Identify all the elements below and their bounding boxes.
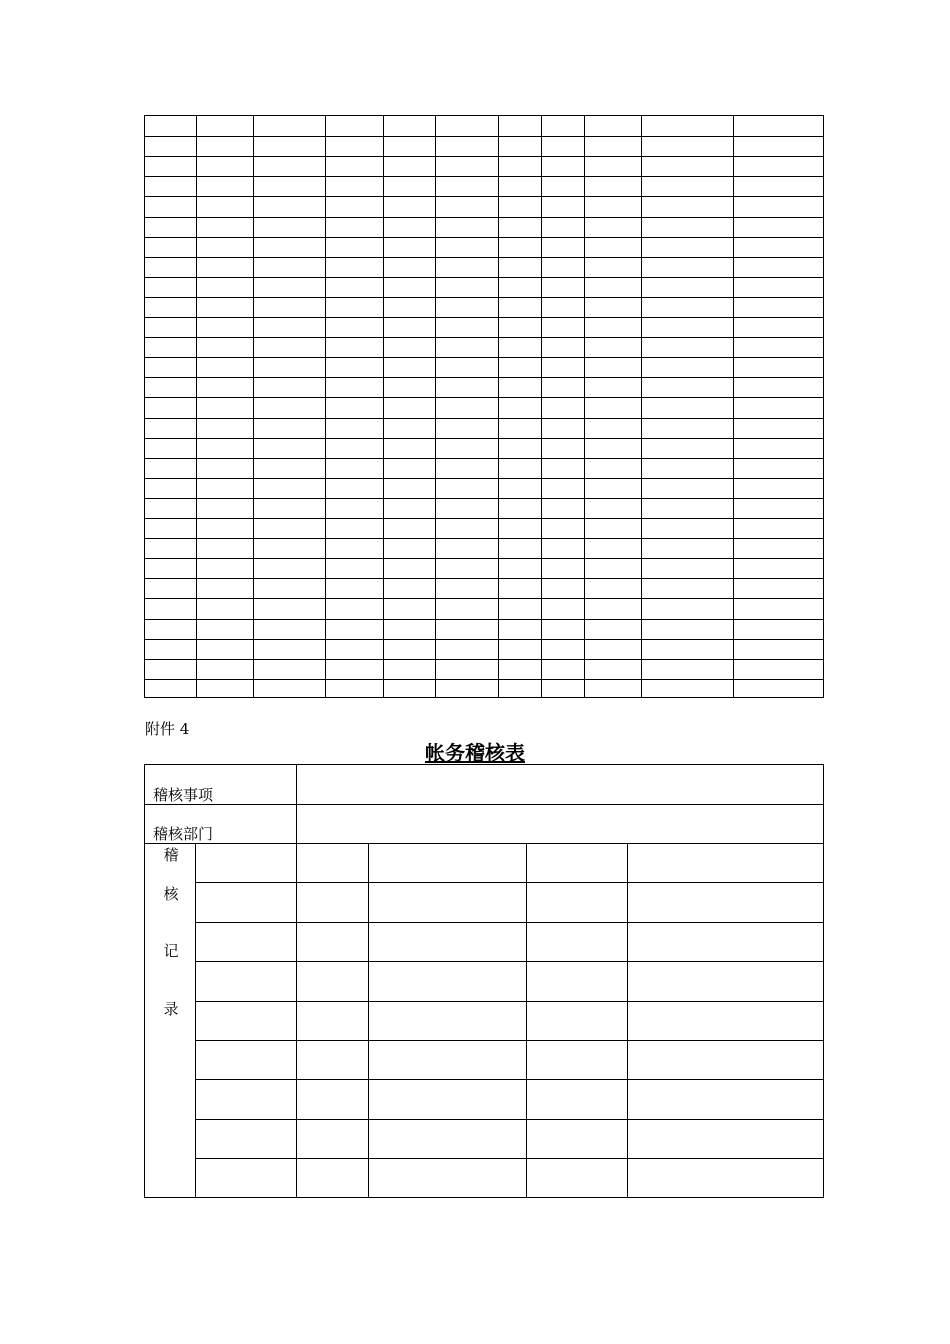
record-row-divider [195, 1001, 823, 1002]
grid-row-line [145, 277, 823, 278]
grid-row-line [145, 136, 823, 137]
grid-row-line [145, 578, 823, 579]
audit-department-label: 稽核部门 [153, 825, 214, 843]
grid-row-line [145, 458, 823, 459]
grid-row-line [145, 397, 823, 398]
grid-row-line [145, 196, 823, 197]
column-divider [368, 843, 369, 1197]
record-row-divider [195, 1158, 823, 1159]
grid-row-line [145, 217, 823, 218]
grid-row-line [145, 377, 823, 378]
record-row-divider [195, 1119, 823, 1120]
grid-row-line [145, 558, 823, 559]
grid-column-line [196, 116, 197, 697]
grid-row-line [145, 659, 823, 660]
column-divider [195, 843, 196, 1197]
grid-row-line [145, 619, 823, 620]
grid-row-line [145, 518, 823, 519]
record-row-divider [195, 1079, 823, 1080]
grid-column-line [435, 116, 436, 697]
attachment-label: 附件 4 [145, 720, 190, 738]
blank-ledger-grid [144, 115, 824, 698]
grid-column-line [383, 116, 384, 697]
record-row-divider [195, 922, 823, 923]
column-divider [627, 843, 628, 1197]
grid-column-line [733, 116, 734, 697]
grid-column-line [584, 116, 585, 697]
record-row-divider [195, 1040, 823, 1041]
grid-column-line [541, 116, 542, 697]
grid-row-line [145, 317, 823, 318]
grid-column-line [325, 116, 326, 697]
grid-row-line [145, 478, 823, 479]
record-label-char: 稽 [163, 846, 179, 864]
record-row-divider [195, 961, 823, 962]
grid-row-line [145, 297, 823, 298]
row-divider [145, 843, 823, 844]
grid-row-line [145, 257, 823, 258]
grid-row-line [145, 237, 823, 238]
form-title: 帐务稽核表 [425, 741, 525, 765]
audit-item-label: 稽核事项 [153, 786, 214, 804]
grid-row-line [145, 357, 823, 358]
column-divider [296, 843, 297, 1197]
grid-row-line [145, 176, 823, 177]
audit-form-table [144, 764, 824, 1198]
grid-row-line [145, 337, 823, 338]
grid-column-line [498, 116, 499, 697]
record-label-char: 记 [163, 942, 179, 960]
grid-row-line [145, 498, 823, 499]
grid-row-line [145, 598, 823, 599]
grid-row-line [145, 679, 823, 680]
record-label-char: 录 [163, 1000, 179, 1018]
row-divider [145, 804, 823, 805]
column-divider [526, 843, 527, 1197]
grid-row-line [145, 438, 823, 439]
grid-row-line [145, 538, 823, 539]
grid-column-line [641, 116, 642, 697]
grid-row-line [145, 639, 823, 640]
grid-row-line [145, 156, 823, 157]
grid-row-line [145, 418, 823, 419]
grid-column-line [253, 116, 254, 697]
record-row-divider [195, 882, 823, 883]
column-divider [296, 765, 297, 844]
record-label-char: 核 [163, 885, 179, 903]
